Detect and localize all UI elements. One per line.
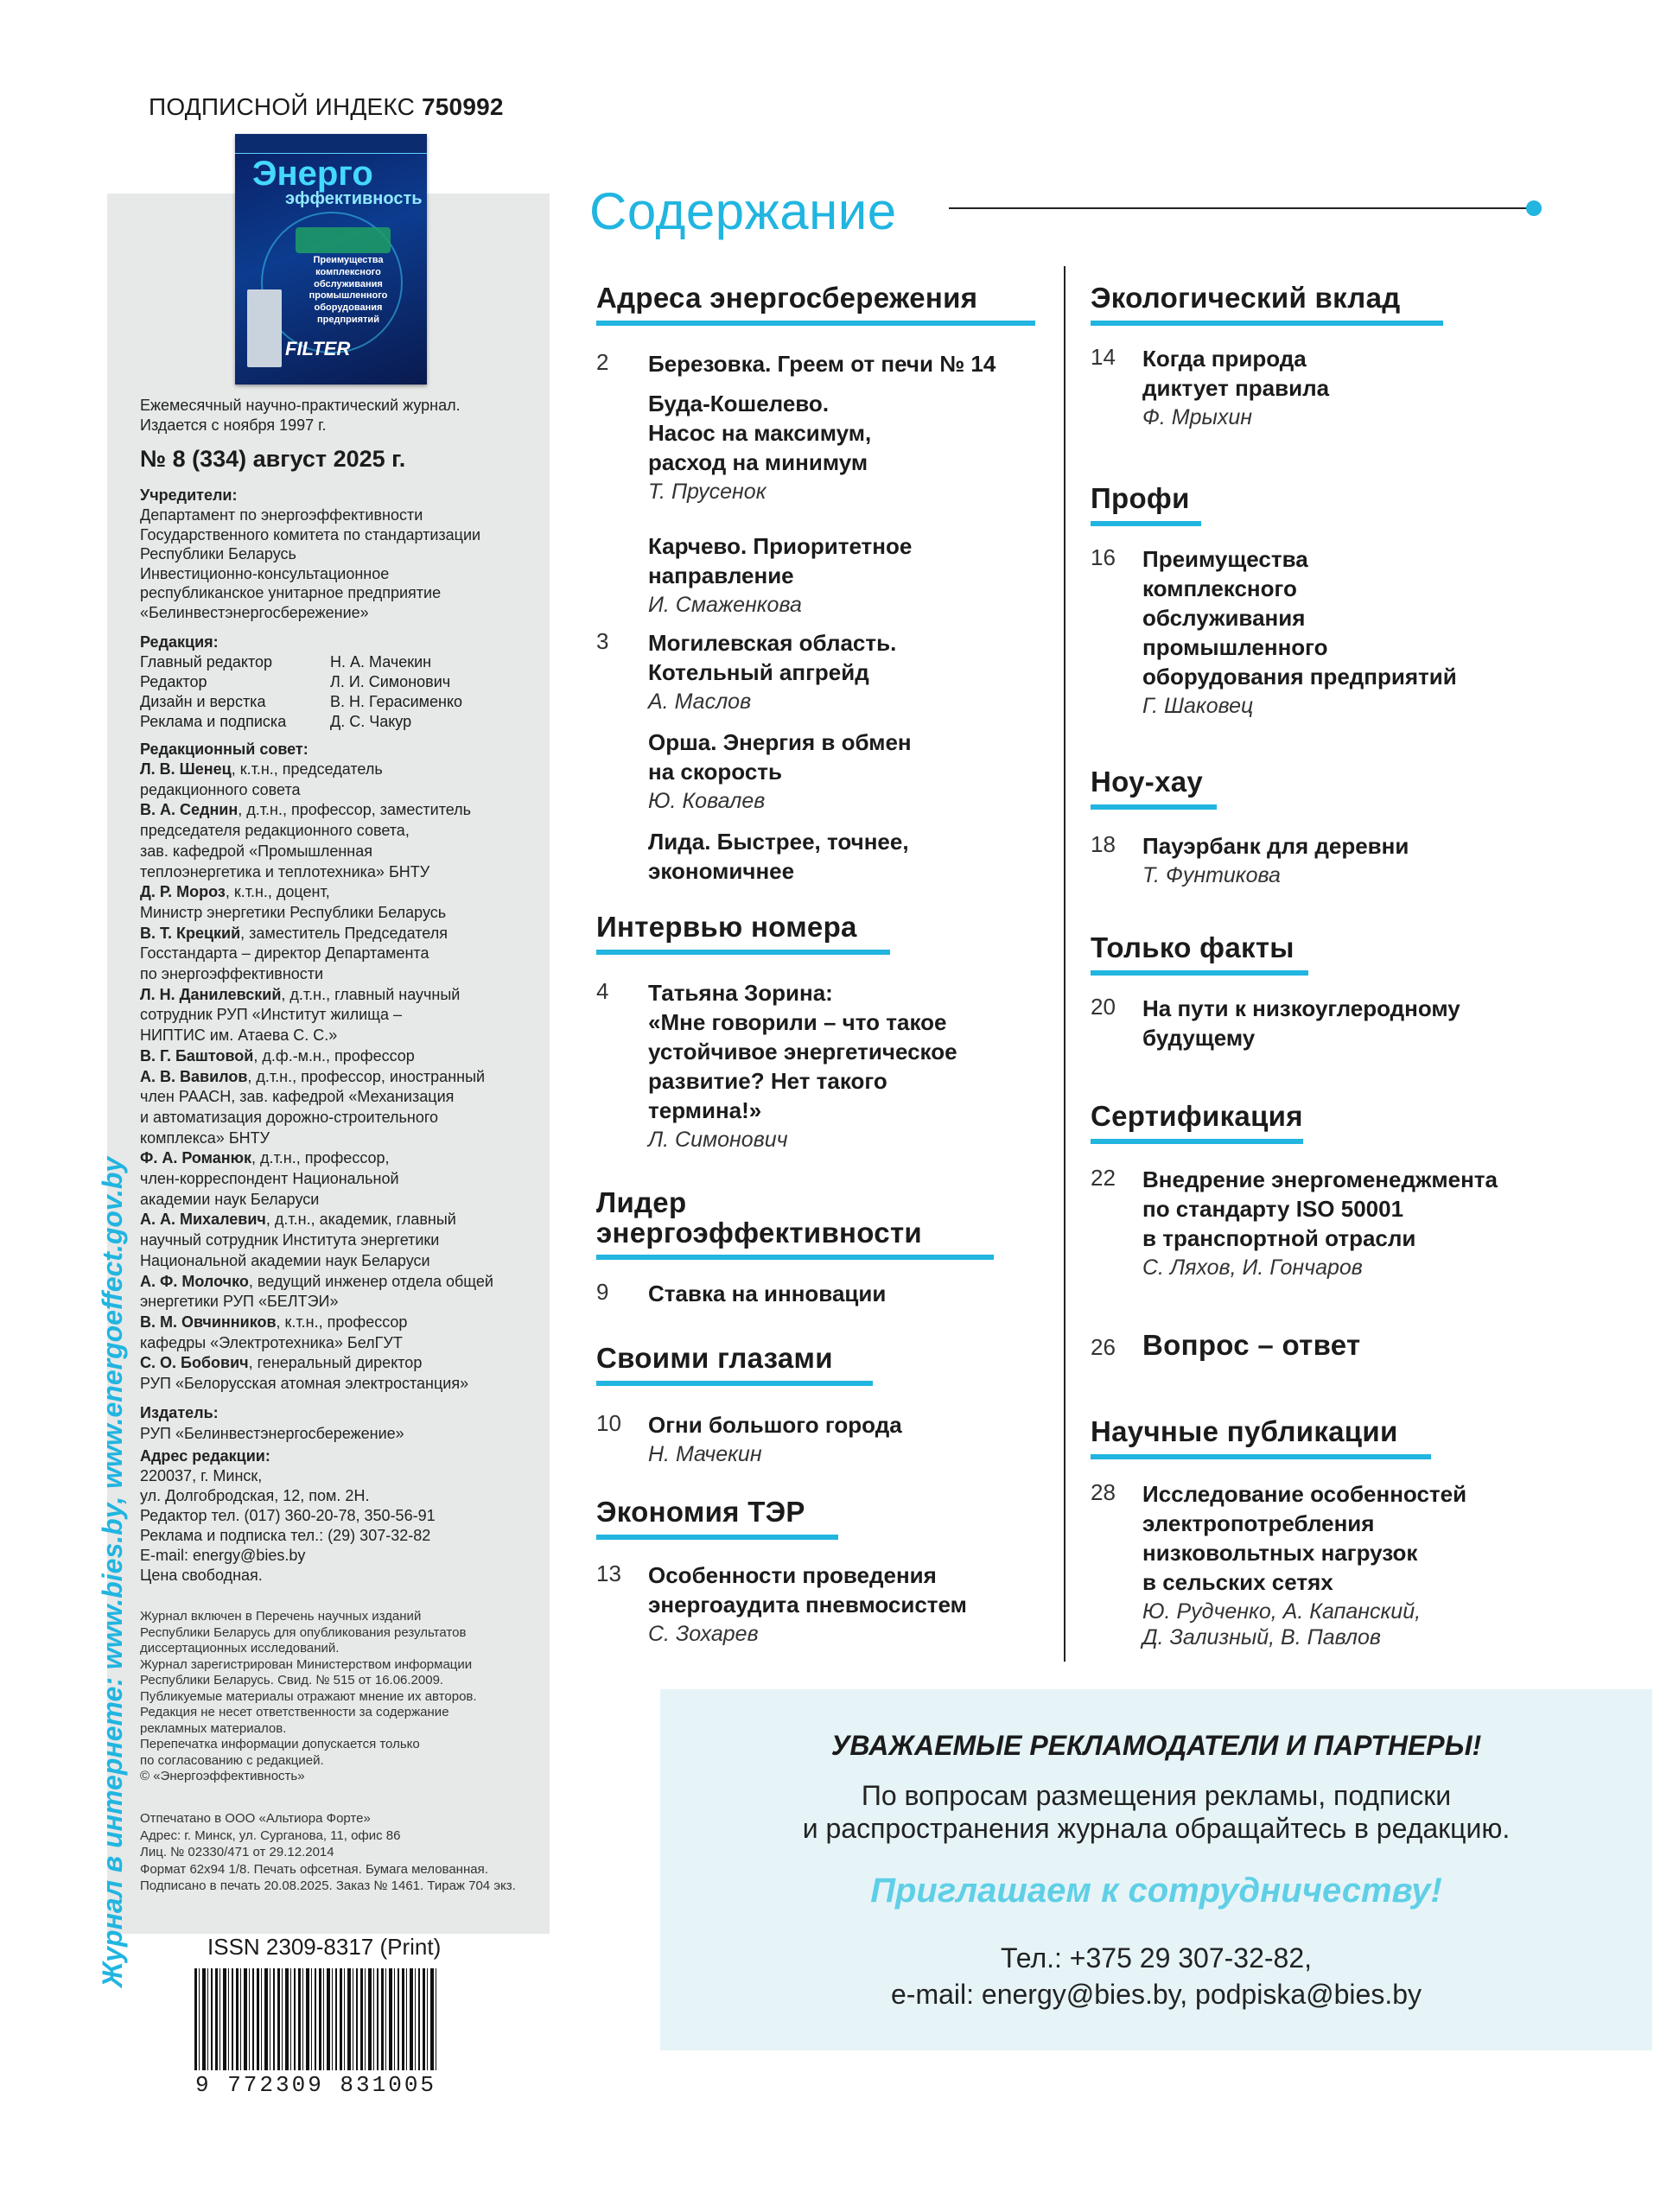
address-line: 220037, г. Минск, bbox=[140, 1467, 263, 1484]
toc-section-underline bbox=[596, 1381, 873, 1386]
toc-entry-title-line: Лида. Быстрее, точнее, bbox=[648, 829, 909, 855]
toc-entry-author: Т. Прусенок bbox=[648, 480, 767, 504]
toc-entry-title-line: диктует правила bbox=[1142, 375, 1330, 401]
advert-invite: Приглашаем к сотрудничеству! bbox=[870, 1872, 1442, 1910]
advert-phone[interactable]: Тел.: +375 29 307-32-82, bbox=[1000, 1942, 1313, 1974]
toc-section bbox=[596, 1188, 994, 1260]
board-line: академии наук Беларуси bbox=[140, 1190, 320, 1208]
staff-name: В. Н. Герасименко bbox=[330, 693, 463, 710]
toc-entry-title-line: в сельских сетях bbox=[1142, 1569, 1333, 1595]
toc-section bbox=[1091, 283, 1443, 326]
toc-section-underline bbox=[1091, 970, 1308, 976]
staff-role: Главный редактор bbox=[140, 653, 273, 671]
toc-entry-title-line: Татьяна Зорина: bbox=[648, 980, 833, 1006]
fine1-line: Перепечатка информации допускается только bbox=[140, 1737, 420, 1751]
address-line: Цена свободная. bbox=[140, 1567, 263, 1584]
toc-section-title[interactable] bbox=[596, 1188, 994, 1248]
toc-entry-title bbox=[648, 349, 996, 378]
fine1-line: рекламных материалов. bbox=[140, 1720, 287, 1736]
board-line: Министр энергетики Республики Беларусь bbox=[140, 903, 447, 921]
toc-section-title[interactable]: Профи bbox=[1091, 482, 1190, 514]
toc-entry-title bbox=[1142, 544, 1457, 691]
toc-entry-title-line: Буда-Кошелево. bbox=[648, 391, 830, 416]
barcode-image bbox=[194, 1968, 436, 2070]
board-line: научный сотрудник Института энергетики bbox=[140, 1231, 440, 1249]
toc-section bbox=[596, 912, 890, 955]
subscription-number: 750992 bbox=[422, 93, 504, 120]
toc-entry-title bbox=[1142, 1165, 1498, 1253]
toc-entry-page: 2 bbox=[596, 349, 609, 375]
toc-section-title[interactable]: Экономия ТЭР bbox=[596, 1496, 805, 1528]
board-line: кафедры «Электротехника» БелГУТ bbox=[140, 1333, 403, 1351]
toc-entry-title bbox=[1142, 994, 1460, 1052]
toc-entry-title-line: на скорость bbox=[648, 759, 782, 785]
toc-entry-title bbox=[648, 1279, 886, 1308]
board-line: НИПТИС им. Атаева С. С.» bbox=[140, 1027, 338, 1045]
issue-number: № 8 (334) август 2025 г. bbox=[140, 446, 406, 472]
board-line: Госстандарта – директор Департамента bbox=[140, 944, 429, 963]
toc-section-underline bbox=[596, 321, 1035, 326]
toc-entry-title-line: Орша. Энергия в обмен bbox=[648, 729, 912, 755]
staff-name: Л. И. Симонович bbox=[330, 673, 451, 690]
toc-entry-title bbox=[648, 978, 957, 1125]
address-line: Редактор тел. (017) 360-20-78, 350-56-91 bbox=[140, 1507, 436, 1524]
toc-entry-title bbox=[1142, 831, 1409, 861]
staff-row bbox=[140, 652, 431, 672]
fine1-line: Республики Беларусь для опубликования результатов bbox=[140, 1624, 467, 1640]
advert-line-1: По вопросам размещения рекламы, подписки bbox=[861, 1780, 1452, 1811]
toc-entry-page: 9 bbox=[596, 1279, 609, 1305]
board-line: А. А. Михалевич, д.т.н., академик, главный bbox=[140, 1211, 456, 1229]
toc-entry-title-line: развитие? Нет такого bbox=[648, 1068, 887, 1094]
fine2-line: Лиц. № 02330/471 от 29.12.2014 bbox=[140, 1845, 334, 1859]
toc-section-title-line: Лидер bbox=[596, 1186, 687, 1218]
board-heading: Редакционный совет: bbox=[140, 741, 309, 758]
toc-section-title[interactable]: Только факты bbox=[1091, 931, 1295, 963]
board-line: С. О. Бобович, генеральный директор bbox=[140, 1354, 423, 1372]
toc-entry-title-line: оборудования предприятий bbox=[1142, 664, 1457, 690]
title-rule-dot bbox=[1526, 200, 1542, 216]
toc-entry-author: Г. Шаковец bbox=[1142, 694, 1254, 718]
staff-row bbox=[140, 692, 462, 712]
board-line: теплоэнергетика и теплотехника» БНТУ bbox=[140, 862, 430, 880]
toc-entry-title-line: комплексного bbox=[1142, 575, 1297, 601]
toc-entry-title-line: будущему bbox=[1142, 1025, 1256, 1051]
toc-entry-title-line: Ставка на инновации bbox=[648, 1281, 887, 1306]
toc-entry-title-line: в транспортной отрасли bbox=[1142, 1225, 1416, 1251]
toc-entry-title-line: Особенности проведения bbox=[648, 1562, 937, 1588]
editorial-heading: Редакция: bbox=[140, 633, 219, 651]
toc-section-page[interactable]: 26 bbox=[1091, 1334, 1116, 1360]
toc-entry-title bbox=[648, 827, 909, 886]
toc-section-underline bbox=[1091, 521, 1201, 526]
cover-headline: Преимущества комплексного обслуживания промышленного оборудования предприятий bbox=[309, 255, 388, 325]
toc-entry-title-line: низковольтных нагрузок bbox=[1142, 1540, 1418, 1566]
toc-entry-author: А. Маслов bbox=[648, 690, 752, 714]
board-line: комплекса» БНТУ bbox=[140, 1128, 270, 1147]
fine1-line: Журнал включен в Перечень научных изданий bbox=[140, 1609, 422, 1624]
toc-entry-author: Д. Зализный, В. Павлов bbox=[1142, 1625, 1381, 1649]
cover-machine-image bbox=[296, 227, 391, 253]
contents-title: Содержание bbox=[589, 182, 897, 240]
board-line: член-корреспондент Национальной bbox=[140, 1170, 399, 1187]
issn: ISSN 2309-8317 (Print) bbox=[207, 1934, 442, 1960]
advert-heading: УВАЖАЕМЫЕ РЕКЛАМОДАТЕЛИ И ПАРТНЕРЫ! bbox=[830, 1730, 1482, 1761]
toc-entry-page: 10 bbox=[596, 1410, 621, 1436]
subscription-index bbox=[149, 93, 504, 121]
toc-section-underline bbox=[1091, 804, 1217, 810]
cover-logo-line1: Энерго bbox=[252, 155, 373, 193]
board-line: Д. Р. Мороз, к.т.н., доцент, bbox=[140, 883, 330, 901]
board-line: В. М. Овчинников, к.т.н., профессор bbox=[140, 1313, 408, 1331]
toc-section-title[interactable]: Сертификация bbox=[1091, 1100, 1303, 1132]
toc-entry-title-line: Внедрение энергоменеджмента bbox=[1142, 1166, 1498, 1192]
toc-section-title[interactable]: Ноу-хау bbox=[1091, 766, 1204, 798]
toc-section-title[interactable]: Адреса энергосбережения bbox=[596, 282, 978, 314]
toc-section bbox=[1091, 767, 1217, 810]
toc-entry-title-line: «Мне говорили – что такое bbox=[648, 1009, 947, 1035]
cover-cabinet-image bbox=[247, 289, 282, 367]
toc-entry-title-line: обслуживания bbox=[1142, 605, 1306, 631]
fine1-line: Публикуемые материалы отражают мнение их авторов. bbox=[140, 1688, 477, 1704]
founders-line: Республики Беларусь bbox=[140, 545, 296, 563]
staff-row bbox=[140, 672, 450, 692]
journal-desc-2: Издается с ноября 1997 г. bbox=[140, 416, 327, 434]
toc-entry-title-line: Исследование особенностей bbox=[1142, 1481, 1467, 1507]
toc-entry-title-line: Преимущества bbox=[1142, 546, 1308, 572]
board-line: В. Г. Баштовой, д.ф.-м.н., профессор bbox=[140, 1046, 415, 1065]
toc-entry-page: 28 bbox=[1091, 1479, 1116, 1505]
publisher-name: РУП «Белинвестэнергосбережение» bbox=[140, 1425, 404, 1442]
toc-entry-author: Ю. Рудченко, А. Капанский, bbox=[1142, 1599, 1422, 1624]
toc-section-title-line: энергоэффективности bbox=[596, 1216, 922, 1249]
publisher-heading: Издатель: bbox=[140, 1404, 219, 1421]
journal-desc-1: Ежемесячный научно-практический журнал. bbox=[140, 397, 461, 414]
toc-section-underline bbox=[1091, 1139, 1303, 1144]
toc-entry-author: Т. Фунтикова bbox=[1142, 863, 1281, 887]
founders-line: Государственного комитета по стандартизации bbox=[140, 525, 481, 543]
toc-section-underline bbox=[1091, 321, 1443, 326]
board-line: по энергоэффективности bbox=[140, 965, 324, 982]
board-line: зав. кафедрой «Промышленная bbox=[140, 842, 372, 860]
founders-line: Инвестиционно-консультационное bbox=[140, 564, 390, 582]
fine1-line: Редакция не несет ответственности за содержание bbox=[140, 1705, 449, 1719]
toc-entry-title bbox=[648, 1560, 967, 1619]
toc-entry-title-line: Березовка. Греем от печи № 14 bbox=[648, 351, 996, 377]
cover-logo-line2: эффективность bbox=[285, 189, 423, 208]
toc-entry-title-line: электропотребления bbox=[1142, 1510, 1375, 1536]
fine2-line: Формат 62х94 1/8. Печать офсетная. Бумага мелованная. bbox=[140, 1861, 488, 1877]
cover-thumbnail[interactable] bbox=[235, 134, 427, 385]
fine1-line: © «Энергоэффективность» bbox=[140, 1769, 305, 1783]
toc-section bbox=[596, 1344, 873, 1386]
toc-entry-page: 13 bbox=[596, 1560, 621, 1586]
board-line: В. А. Седнин, д.т.н., профессор, заместитель bbox=[140, 801, 472, 819]
board-line: Л. В. Шенец, к.т.н., председатель bbox=[140, 760, 383, 778]
board-line: Л. Н. Данилевский, д.т.н., главный научный bbox=[140, 985, 461, 1003]
toc-section bbox=[596, 283, 1035, 326]
toc-section-title[interactable]: Научные публикации bbox=[1091, 1415, 1398, 1447]
address-line[interactable]: E-mail: energy@bies.by bbox=[140, 1547, 306, 1564]
toc-entry-title-line: Могилевская область. bbox=[648, 630, 897, 656]
toc-entry-title-line: На пути к низкоуглеродному bbox=[1142, 995, 1460, 1021]
toc-entry-title-line: Насос на максимум, bbox=[648, 420, 872, 446]
toc-entry-title-line: Карчево. Приоритетное bbox=[648, 533, 913, 559]
toc-section-title[interactable]: Экологический вклад bbox=[1091, 282, 1401, 314]
toc-entry-title bbox=[1142, 344, 1329, 403]
staff-name: Д. С. Чакур bbox=[330, 713, 412, 730]
advert-email[interactable]: e-mail: energy@bies.by, podpiska@bies.by bbox=[891, 1979, 1422, 2010]
board-line: А. В. Вавилов, д.т.н., профессор, иностранный bbox=[140, 1067, 486, 1085]
subscription-label: ПОДПИСНОЙ ИНДЕКС bbox=[149, 93, 423, 120]
toc-entry-author: И. Смаженкова bbox=[648, 593, 802, 617]
barcode-number: 9 772309 831005 bbox=[195, 2072, 437, 2098]
toc-entry-author: Н. Мачекин bbox=[648, 1442, 762, 1466]
board-line: редакционного совета bbox=[140, 780, 301, 798]
toc-entry-author: С. Ляхов, И. Гончаров bbox=[1142, 1255, 1363, 1280]
toc-entry-title bbox=[648, 728, 912, 786]
founders-line: «Белинвестэнергосбережение» bbox=[140, 603, 369, 621]
toc-entry-title-line: направление bbox=[648, 563, 794, 588]
fine1-line: диссертационных исследований. bbox=[140, 1641, 340, 1656]
board-line: член РААСН, зав. кафедрой «Механизация bbox=[140, 1088, 455, 1106]
toc-entry-title bbox=[648, 531, 912, 590]
toc-entry-author: Ю. Ковалев bbox=[648, 789, 766, 813]
toc-section bbox=[1091, 933, 1308, 976]
toc-entry-author: С. Зохарев bbox=[648, 1622, 759, 1646]
toc-entry-page: 14 bbox=[1091, 344, 1116, 370]
founders-line: республиканское унитарное предприятие bbox=[140, 584, 442, 601]
toc-section-underline bbox=[1091, 1454, 1431, 1459]
toc-section-underline bbox=[596, 1255, 994, 1260]
founders-heading: Учредители: bbox=[140, 486, 238, 504]
staff-role: Дизайн и верстка bbox=[140, 693, 266, 710]
address-line: ул. Долгобродская, 12, пом. 2Н. bbox=[140, 1487, 370, 1504]
website-vertical-text[interactable]: Журнал в интернете: www.bies.by, www.energoeffect.gov.by bbox=[97, 1156, 128, 1987]
staff-role: Реклама и подписка bbox=[140, 713, 287, 730]
toc-entry-title-line: расход на минимум bbox=[648, 449, 868, 475]
staff-row bbox=[140, 712, 411, 732]
cover-top-strip bbox=[235, 134, 427, 154]
toc-section-title[interactable]: Интервью номера bbox=[596, 911, 857, 943]
board-line: и автоматизация дорожно-строительного bbox=[140, 1108, 439, 1126]
advert-line-2: и распространения журнала обращайтесь в редакцию. bbox=[802, 1813, 1511, 1844]
toc-entry-author: Ф. Мрыхин bbox=[1142, 405, 1253, 429]
toc-section-title[interactable]: Вопрос – ответ bbox=[1142, 1329, 1361, 1361]
toc-entry-title-line: экономичнее bbox=[648, 858, 795, 884]
toc-entry-page: 4 bbox=[596, 978, 609, 1004]
board-line: РУП «Белорусская атомная электростанция» bbox=[140, 1375, 469, 1392]
staff-role: Редактор bbox=[140, 673, 207, 690]
toc-entry-page: 20 bbox=[1091, 994, 1116, 1020]
toc-entry-title bbox=[648, 628, 896, 687]
toc-section bbox=[1091, 1417, 1431, 1459]
board-line: сотрудник РУП «Институт жилища – bbox=[140, 1006, 402, 1024]
cover-brand: FILTER bbox=[285, 338, 351, 359]
toc-entry-title bbox=[1142, 1479, 1466, 1597]
fine2-line: Подписано в печать 20.08.2025. Заказ № 1461. Тираж 704 экз. bbox=[140, 1878, 516, 1893]
toc-entry-title bbox=[648, 389, 871, 477]
board-line: председателя редакционного совета, bbox=[140, 822, 410, 840]
address-heading: Адрес редакции: bbox=[140, 1447, 270, 1465]
toc-entry-title-line: устойчивое энергетическое bbox=[648, 1039, 957, 1065]
toc-entry-page: 22 bbox=[1091, 1165, 1116, 1191]
toc-entry-title-line: по стандарту ISO 50001 bbox=[1142, 1196, 1404, 1222]
fine1-line: Журнал зарегистрирован Министерством информации bbox=[140, 1656, 473, 1672]
founders-line: Департамент по энергоэффективности bbox=[140, 506, 423, 524]
toc-entry-page: 3 bbox=[596, 628, 609, 654]
fine2-line: Адрес: г. Минск, ул. Сурганова, 11, офис 86 bbox=[140, 1827, 401, 1843]
toc-section bbox=[1091, 1102, 1303, 1144]
board-line: Национальной академии наук Беларуси bbox=[140, 1251, 430, 1269]
toc-entry-page: 18 bbox=[1091, 831, 1116, 857]
toc-entry-title bbox=[648, 1410, 902, 1440]
fine1-line: по согласованию с редакцией. bbox=[140, 1752, 324, 1768]
toc-entry-title-line: Когда природа bbox=[1142, 346, 1307, 372]
board-line: энергетики РУП «БЕЛТЭИ» bbox=[140, 1293, 339, 1311]
toc-entry-author: Л. Симонович bbox=[648, 1128, 788, 1152]
staff-name: Н. А. Мачекин bbox=[330, 653, 432, 671]
fine2-line: Отпечатано в ООО «Альтиора Форте» bbox=[140, 1811, 371, 1826]
toc-entry-title-line: термина!» bbox=[648, 1097, 762, 1123]
toc-section bbox=[1091, 484, 1201, 526]
toc-section-title[interactable]: Своими глазами bbox=[596, 1342, 833, 1374]
title-rule bbox=[949, 207, 1530, 209]
board-line: Ф. А. Романюк, д.т.н., профессор, bbox=[140, 1149, 390, 1167]
address-line: Реклама и подписка тел.: (29) 307-32-82 bbox=[140, 1527, 431, 1544]
toc-entry-title-line: Котельный апгрейд bbox=[648, 659, 869, 685]
toc-entry-title-line: промышленного bbox=[1142, 634, 1328, 660]
column-divider bbox=[1064, 266, 1066, 1662]
toc-entry-title-line: Пауэрбанк для деревни bbox=[1142, 833, 1409, 859]
toc-section bbox=[596, 1497, 838, 1540]
toc-entry-title-line: энергоаудита пневмосистем bbox=[648, 1592, 967, 1618]
board-line: В. Т. Крецкий, заместитель Председателя bbox=[140, 924, 448, 942]
toc-section-underline bbox=[596, 950, 890, 955]
fine1-line: Республики Беларусь. Свид. № 515 от 16.06.2009. bbox=[140, 1673, 444, 1688]
toc-entry-page: 16 bbox=[1091, 544, 1116, 570]
toc-entry-title-line: Огни большого города bbox=[648, 1412, 902, 1438]
board-line: А. Ф. Молочко, ведущий инженер отдела общей bbox=[140, 1272, 493, 1290]
toc-section-underline bbox=[596, 1535, 838, 1540]
